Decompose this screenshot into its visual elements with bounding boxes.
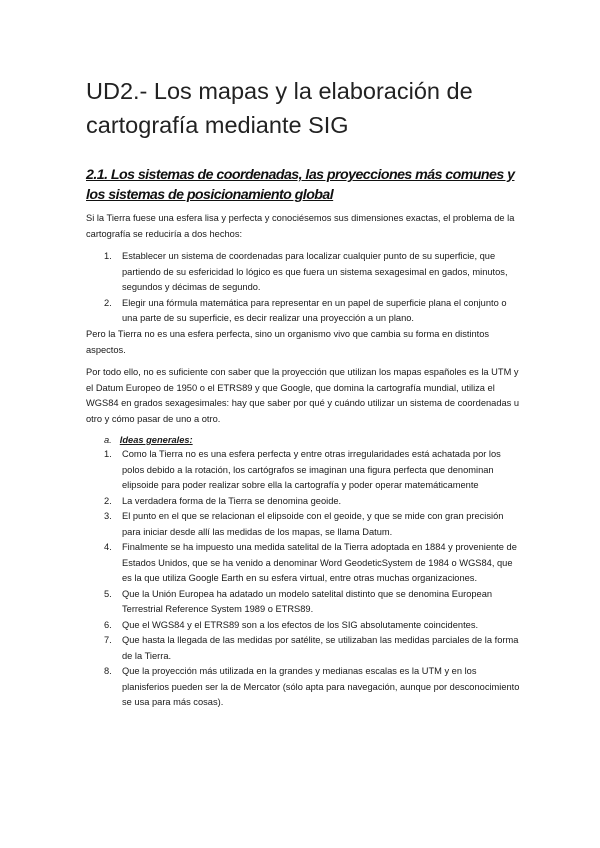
section-heading: 2.1. Los sistemas de coordenadas, las proyecciones más comunes y los sistemas de posicionamiento global [86,167,515,203]
list-item-text: La verdadera forma de la Tierra se denomina geoide. [122,495,342,506]
list-number: 1. [104,251,112,261]
list-item [86,618,522,634]
paragraph-conclusion: Por todo ello, no es suficiente con saber que la proyección que utilizan los mapas españoles es la UTM y el Datum Europeo de 1950 o el ETRS89 y que Google, que domina la cartografía mundial, utiliza el WGS84 en grados sexagesimales: hay que saber por qué y cuándo utilizar un sistema de coordenadas u otro y cómo pasar de uno a otro. [86,367,520,424]
paragraph-earth: Pero la Tierra no es una esfera perfecta, sino un organismo vivo que cambia su forma en distintos aspectos. [86,329,490,355]
list-item [86,447,522,494]
list-number: 1. [104,449,112,459]
list-number: 3. [104,511,112,521]
ideas-letter: a. [104,435,112,445]
list-number: 6. [104,619,112,630]
list-number: 2. [104,495,112,506]
list-item-text: Establecer un sistema de coordenadas para localizar cualquier punto de su superficie, que partiendo de su esfericidad lo lógico es que fuera un sistema sexagesimal en gados, minutos, segundos y décimas de segundo. [122,251,508,292]
list-item-text: Que la proyección más utilizada en la grandes y medianas escalas es la UTM y en los planisferios pueden ser la de Mercator (sólo apta para navegación, aunque por desconocimiento se usa para más cosas). [122,666,520,707]
list-item [86,664,522,711]
list-number: 2. [104,297,112,308]
list-item-text: Como la Tierra no es una esfera perfecta y entre otras irregularidades está achatada por los polos debido a la rotación, los cartógrafos se imaginan una figura perfecta que denominan elipsoide para poder realizar sobre ella la cartografía y poder operar matemáticamente [122,449,501,490]
list-item [86,509,522,540]
list-item [86,296,522,327]
intro-paragraph: Si la Tierra fuese una esfera lisa y perfecta y conociésemos sus dimensiones exactas, el problema de la cartografía se reduciría a dos hechos: [86,213,515,239]
ideas-heading [104,433,193,448]
list-item-text: Que la Unión Europea ha adatado un modelo satelital distinto que se denomina European Terrestrial Reference System 1989 o ETRS89. [122,588,493,614]
list-item-text: Que hasta la llegada de las medidas por satélite, se utilizaban las medidas parciales de la forma de la Tierra. [122,635,519,661]
problem-list [86,249,522,327]
list-item-text: Que el WGS84 y el ETRS89 son a los efectos de los SIG absolutamente coincidentes. [122,619,479,630]
page-title: UD2.- Los mapas y la elaboración de cartografía mediante SIG [86,78,473,138]
list-number: 4. [104,542,112,552]
list-item [86,587,522,618]
list-item [86,633,522,664]
list-number: 7. [104,635,112,645]
list-item-text: Finalmente se ha impuesto una medida satelital de la Tierra adoptada en 1884 y proveniente de Estados Unidos, que se ha venido a denominar Word GeodeticSystem de 1984 o WGS84, que es la que utiliza Google Earth en su esfera virtual, entre otras muchas organizaciones. [122,542,517,583]
list-item [86,540,522,587]
ideas-list [86,447,522,711]
list-item [86,249,522,296]
list-item-text: Elegir una fórmula matemática para representar en un papel de superficie plana el conjunto o una parte de su superficie, es decir realizar una proyección a un plano. [122,297,507,323]
ideas-label: Ideas generales: [119,435,193,445]
list-item-text: El punto en el que se relacionan el elipsoide con el geoide, y que se mide con gran precisión para iniciar desde allí las medidas de los mapas, se llama Datum. [122,511,504,537]
list-item [86,494,522,510]
list-number: 5. [104,588,112,599]
list-number: 8. [104,666,112,676]
